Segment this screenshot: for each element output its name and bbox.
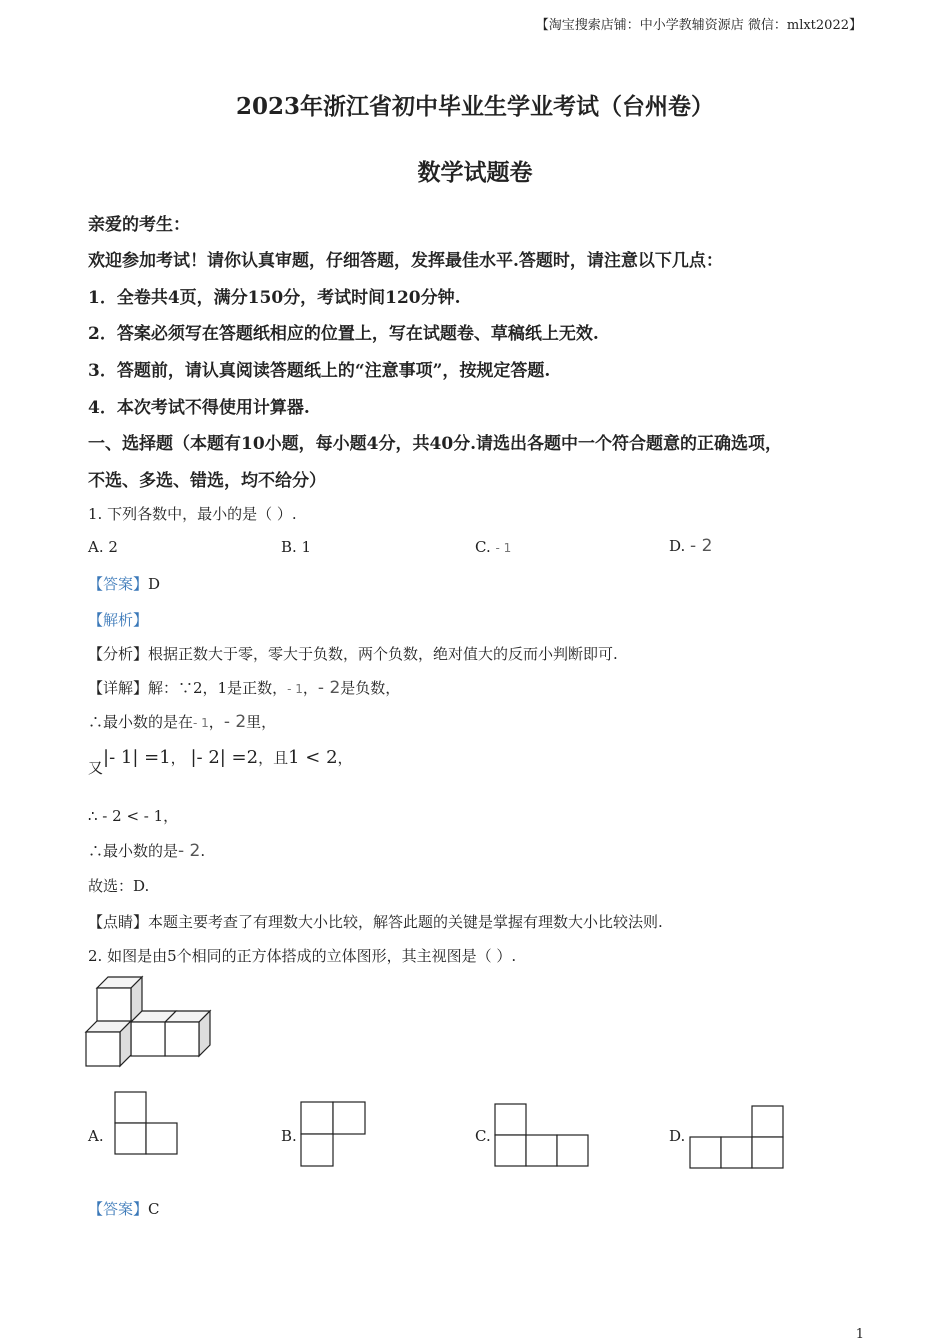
answer-tag: 【答案】 [88, 575, 149, 593]
q1-answer [88, 573, 160, 594]
step3-compare: 1 < 2 [288, 747, 338, 768]
q1-step4: ∴ - 2 < - 1， [88, 807, 179, 825]
step3-end: ， [337, 749, 353, 767]
section-heading-cont: 不选、多选、错选，均不给分） [88, 471, 326, 491]
step3-you: 又 [88, 759, 104, 777]
step2-sep: ， [208, 713, 224, 731]
cube-front [86, 1021, 131, 1066]
q2-stem: 2. 如图是由5个相同的正方体搭成的立体图形，其主视图是（ ）. [88, 947, 517, 965]
step2-text-a: ∴最小数的是在 [88, 713, 194, 731]
page-number: 1 [855, 1327, 864, 1342]
detail-value-2: - 2 [317, 678, 341, 698]
q1-option-c-label: C. [475, 538, 491, 556]
q1-choose: 故选：D. [88, 877, 150, 895]
detail-sep: ， [302, 679, 318, 697]
cube-right [165, 1011, 210, 1056]
dianjing-tag: 【点睛】 [88, 913, 149, 931]
header-note: 【淘宝搜索店铺：中小学教辅资源店 微信：mlxt2022】 [535, 18, 862, 33]
note-item: 2．答案必须写在答题纸相应的位置上，写在试题卷、草稿纸上无效. [88, 324, 599, 344]
exam-subtitle: 数学试题卷 [417, 159, 533, 186]
q2-option-c-figure [494, 1103, 594, 1169]
q2-cube-figure [86, 974, 216, 1068]
cube-top [97, 977, 142, 1022]
q2-option-a-figure [114, 1091, 180, 1155]
step2-value-2: - 2 [223, 712, 247, 732]
fenxi-tag: 【分析】 [88, 645, 149, 663]
step2-value-1: - 1 [193, 716, 209, 730]
q2-answer [88, 1198, 160, 1219]
note-item: 4．本次考试不得使用计算器. [88, 398, 310, 418]
fenxi-text: 根据正数大于零，零大于负数，两个负数，绝对值大的反而小判断即可. [148, 645, 618, 663]
step3-abs-1: |- 1| =1 [103, 747, 171, 768]
q1-dianjing [88, 911, 663, 932]
q2-option-b-figure [300, 1101, 368, 1169]
q2-option-c-label: C. [475, 1127, 491, 1145]
step5-text-b: . [200, 842, 206, 860]
q1-step5 [88, 840, 205, 861]
q1-detail [88, 677, 400, 698]
q1-option-a: A. 2 [88, 538, 118, 556]
note-item: 1．全卷共4页，满分150分，考试时间120分钟. [88, 288, 461, 308]
q2-option-d-figure [689, 1105, 787, 1169]
q1-stem: 1. 下列各数中，最小的是（ ）. [88, 505, 297, 523]
exam-title: 2023年浙江省初中毕业生学业考试（台州卷） [235, 93, 714, 120]
q1-option-b: B. 1 [281, 538, 312, 556]
q1-fenxi [88, 643, 618, 664]
dianjing-text: 本题主要考查了有理数大小比较，解答此题的关键是掌握有理数大小比较法则. [148, 913, 663, 931]
step5-value: - 2 [178, 841, 201, 861]
q2-option-b-label: B. [281, 1127, 297, 1145]
q1-option-d [669, 536, 712, 556]
note-item: 3．答题前，请认真阅读答题纸上的“注意事项”，按规定答题. [88, 361, 551, 381]
detail-text-a: 解：∵2，1是正数， [148, 679, 288, 697]
detail-text-b: 是负数， [340, 679, 401, 697]
answer-value: C [148, 1200, 160, 1218]
q1-analysis-tag: 【解析】 [88, 611, 149, 629]
xiangjie-tag: 【详解】 [88, 679, 149, 697]
step3-abs-2: |- 2| =2 [190, 747, 259, 768]
q1-option-c-value: - 1 [495, 541, 512, 555]
section-heading: 一、选择题（本题有10小题，每小题4分，共40分.请选出各题中一个符合题意的正确选项， [88, 434, 783, 454]
intro-text: 欢迎参加考试！请你认真审题，仔细答题，发挥最佳水平.答题时，请注意以下几点： [88, 251, 723, 271]
q1-option-c [475, 538, 511, 556]
q2-option-d-label: D. [669, 1127, 686, 1145]
q1-step3 [88, 747, 353, 777]
step3-sep: ， [170, 749, 186, 767]
step2-text-b: 里， [246, 713, 277, 731]
q1-step2 [88, 711, 276, 732]
detail-value-1: - 1 [287, 682, 303, 696]
greeting: 亲爱的考生： [88, 215, 190, 235]
answer-value: D [148, 575, 161, 593]
q1-option-d-label: D. [669, 537, 686, 555]
q2-option-a-label: A. [88, 1127, 104, 1145]
q1-option-d-value: - 2 [690, 536, 713, 556]
step5-text-a: ∴最小数的是 [88, 842, 179, 860]
answer-tag: 【答案】 [88, 1200, 149, 1218]
step3-qie: ，且 [258, 749, 289, 767]
